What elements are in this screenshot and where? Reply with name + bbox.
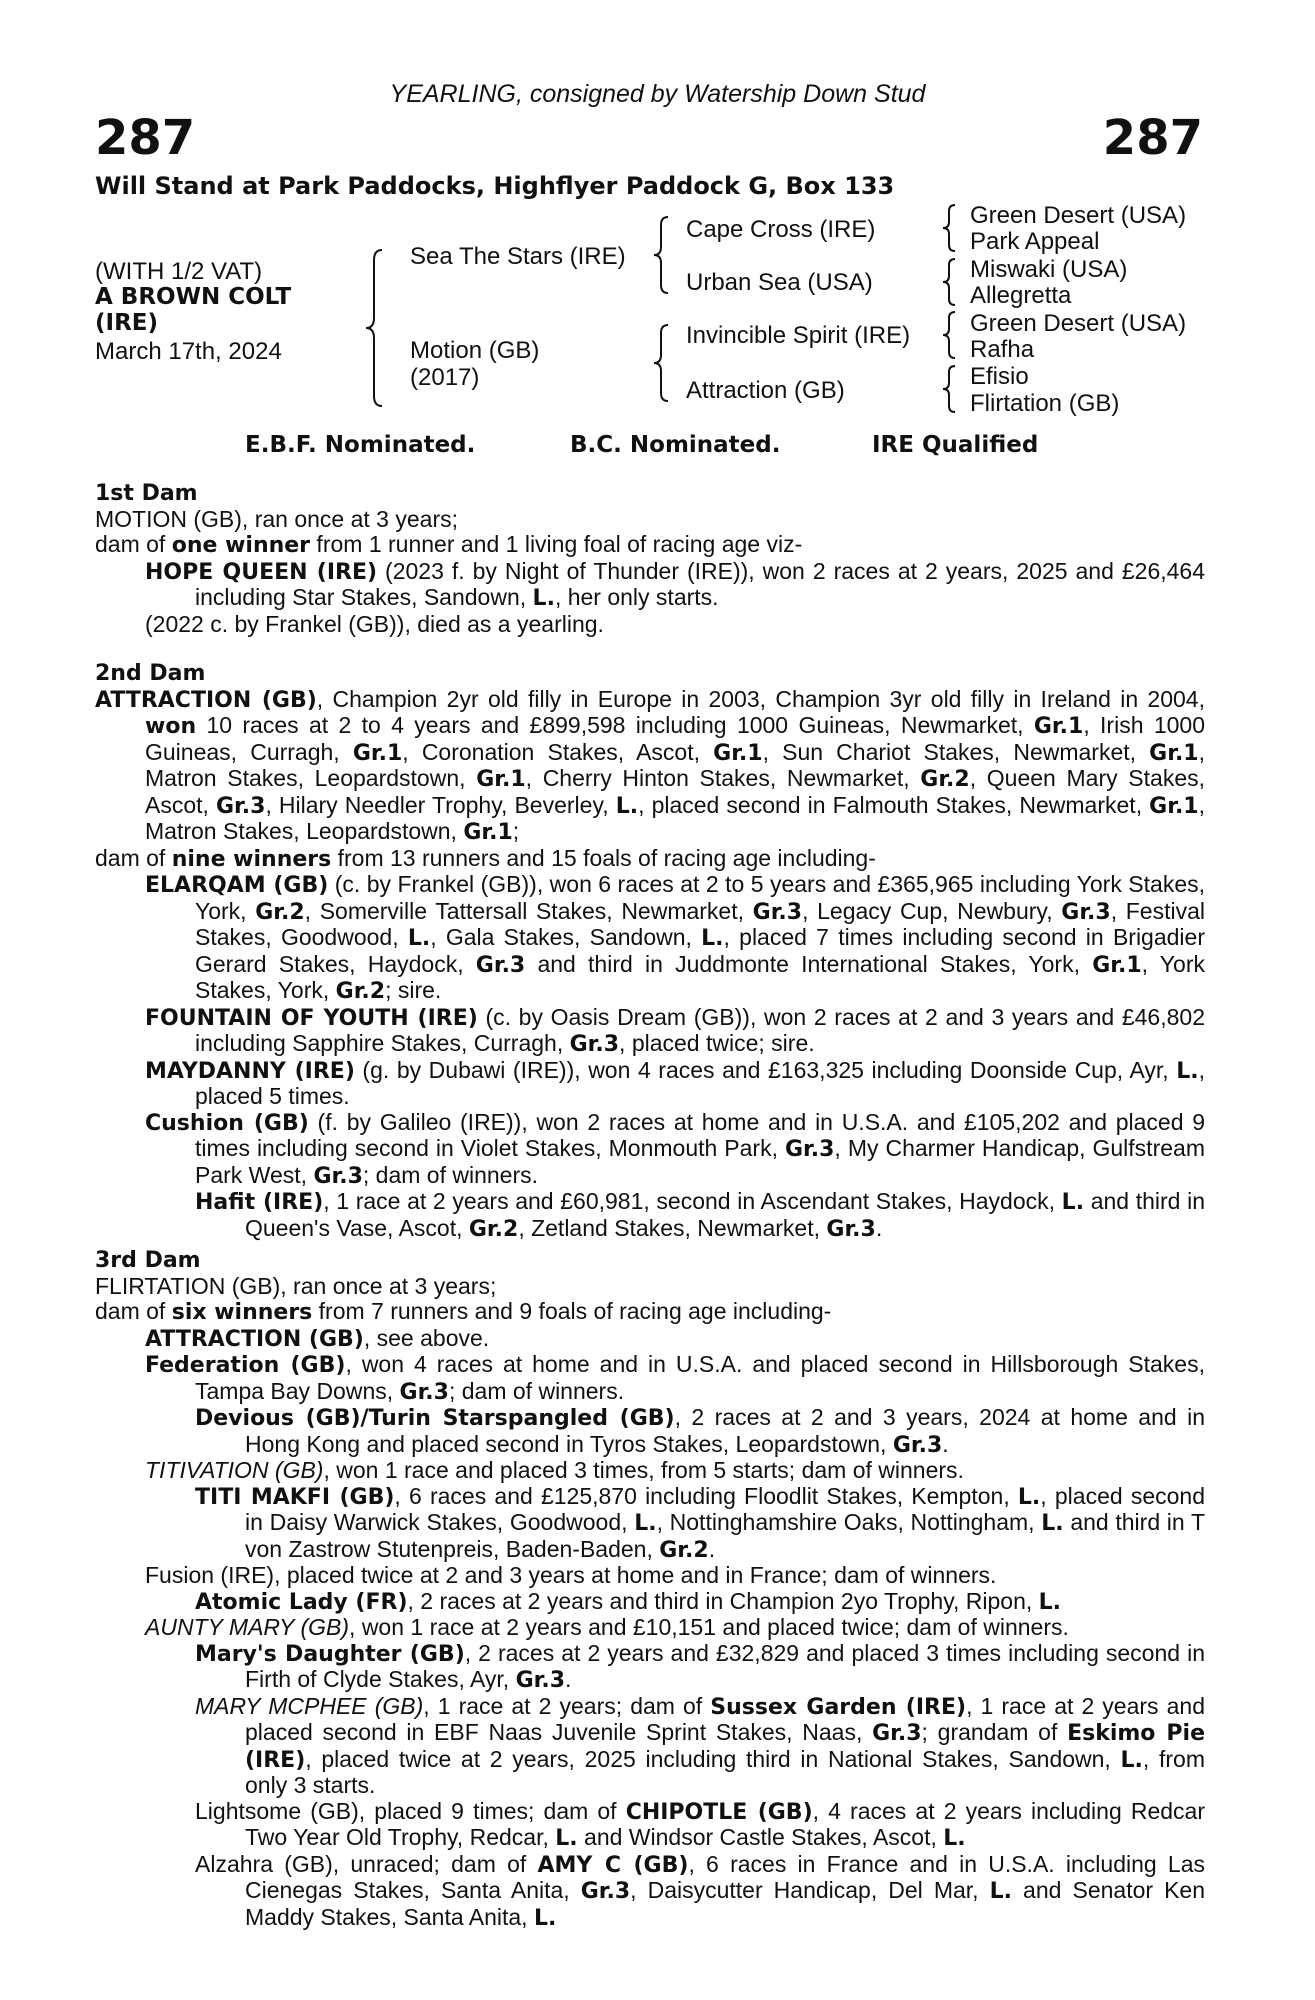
pedigree-g7: Efisio (970, 363, 1029, 390)
foal-maydanny: MAYDANNY (IRE) (g. by Dubawi (IRE)), won 4 races and £163,325 including Doonside Cup, Ayr, L., placed 5 times. (145, 1056, 1205, 1109)
foal-fountain-of-youth: FOUNTAIN OF YOUTH (IRE) (c. by Oasis Dream (GB)), won 2 races at 2 and 3 years and £46,802 including Sapphire Stakes, Curragh, Gr.3, placed twice; sire. (145, 1003, 1205, 1057)
pedigree-dam: Motion (GB) (410, 337, 540, 364)
horse-description: A BROWN COLT (95, 284, 292, 310)
pedigree-brace-dam (650, 323, 674, 403)
foal-marys-daughter: Mary's Daughter (GB), 2 races at 2 years and £32,829 and placed 3 times including second in Firth of Clyde Stakes, Ayr, Gr.3. (195, 1639, 1205, 1693)
horse-dob: March 17th, 2024 (95, 338, 282, 365)
first-dam-section (95, 481, 1205, 637)
second-dam-section (95, 661, 1205, 1242)
foal-2022-colt: (2022 c. by Frankel (GB)), died as a yearling. (145, 610, 604, 637)
foal-lightsome: Lightsome (GB), placed 9 times; dam of CHIPOTLE (GB), 4 races at 2 years including Redcar Two Year Old Trophy, Redcar, L. and Windsor Castle Stakes, Ascot, L. (195, 1797, 1206, 1851)
stand-info: Will Stand at Park Paddocks, Highflyer Paddock G, Box 133 (95, 172, 895, 200)
pedigree-dam-year: (2017) (410, 364, 480, 391)
foal-titivation: TITIVATION (GB), won 1 race and placed 3 times, from 5 starts; dam of winners. (145, 1457, 964, 1483)
foal-titi-makfi: TITI MAKFI (GB), 6 races and £125,870 including Floodlit Stakes, Kempton, L., placed second in Daisy Warwick Stakes, Goodwood, L., Nottinghamshire Oaks, Nottingham, L. and third in T von Zastrow Stutenpreis, Baden-Baden, Gr.2. (195, 1482, 1206, 1563)
pedigree-brace-main (360, 248, 390, 408)
foal-attraction: ATTRACTION (GB), see above. (145, 1324, 490, 1352)
horse-origin: (IRE) (95, 310, 159, 336)
third-dam-section (95, 1248, 1205, 1931)
lot-number-left: 287 (95, 110, 196, 166)
pedigree-sire-sire: Cape Cross (IRE) (686, 216, 876, 243)
pedigree-g1: Green Desert (USA) (970, 202, 1187, 229)
foal-aunty-mary: AUNTY MARY (GB), won 1 race at 2 years and £10,151 and placed twice; dam of winners. (145, 1614, 1069, 1640)
foal-cushion: Cushion (GB) (f. by Galileo (IRE)), won 2 races at home and in U.S.A. and £105,202 and placed 9 times including second in Violet Stakes, Monmouth Park, Gr.3, My Charmer Handicap, Gulfstream Park West, Gr.3; dam of winners. (145, 1108, 1205, 1189)
ebf-nomination: E.B.F. Nominated. (245, 432, 476, 458)
pedigree-g2: Park Appeal (970, 228, 1100, 255)
foal-alzahra: Alzahra (GB), unraced; dam of AMY C (GB), 6 races in France and in U.S.A. including Las Cienegas Stakes, Santa Anita, Gr.3, Daisycutter Handicap, Del Mar, L. and Senator Ken Maddy Stakes, Santa Anita, L. (195, 1850, 1206, 1931)
first-dam-heading: 1st Dam (95, 481, 198, 506)
third-dam-heading: 3rd Dam (95, 1248, 201, 1273)
pedigree-g5: Green Desert (USA) (970, 310, 1187, 337)
bc-nomination: B.C. Nominated. (570, 432, 781, 458)
pedigree-g3: Miswaki (USA) (970, 256, 1128, 283)
foal-federation: Federation (GB), won 4 races at home and in U.S.A. and placed second in Hillsborough Stakes, Tampa Bay Downs, Gr.3; dam of winners. (145, 1351, 1205, 1405)
pedigree-dam-sire: Invincible Spirit (IRE) (686, 322, 911, 349)
vat-note: (WITH 1/2 VAT) (95, 258, 263, 285)
pedigree-brace-g3 (940, 257, 960, 307)
lot-number-right: 287 (1102, 110, 1203, 166)
pedigree-g6: Rafha (970, 336, 1035, 363)
second-dam-heading: 2nd Dam (95, 661, 206, 686)
foal-hafit: Hafit (IRE), 1 race at 2 years and £60,981, second in Ascendant Stakes, Haydock, L. and third in Queen's Vase, Ascot, Gr.2, Zetland Stakes, Newmarket, Gr.3. (195, 1188, 1205, 1242)
page-header: YEARLING, consigned by Watership Down Stud (389, 80, 926, 108)
second-dam-record: ATTRACTION (GB), Champion 2yr old filly in Europe in 2003, Champion 3yr old filly in Ireland in 2004, won 10 races at 2 to 4 years and £899,598 including 1000 Guineas, Newmarket, Gr.1, Irish 1000 Guineas, Curragh, Gr.1, Coronation Stakes, Ascot, Gr.1, Sun Chariot Stakes, Newmarket, Gr.1, Matron Stakes, Leopardstown, Gr.1, Cherry Hinton Stakes, Newmarket, Gr.2, Queen Mary Stakes, Ascot, Gr.3, Hilary Needler Trophy, Beverley, L., placed second in Falmouth Stakes, Newmarket, Gr.1, Matron Stakes, Leopardstown, Gr.1; (95, 685, 1205, 845)
pedigree-brace-g5 (940, 310, 960, 360)
foal-atomic-lady: Atomic Lady (FR), 2 races at 2 years and third in Champion 2yo Trophy, Ripon, L. (195, 1587, 1062, 1615)
foal-hope-queen: HOPE QUEEN (IRE) (2023 f. by Night of Thunder (IRE)), won 2 races at 2 years, 2025 and £26,464 including Star Stakes, Sandown, L., her only starts. (145, 557, 1206, 611)
horse-name: HOPE QUEEN (IRE) (145, 559, 378, 585)
first-dam-summary: dam of one winner from 1 runner and 1 living foal of racing age viz- (95, 531, 803, 558)
pedigree-g8: Flirtation (GB) (970, 390, 1120, 417)
foal-mary-mcphee: MARY MCPHEE (GB), 1 race at 2 years; dam of Sussex Garden (IRE), 1 race at 2 years and placed second in EBF Naas Juvenile Sprint Stakes, Naas, Gr.3; grandam of Eskimo Pie (IRE), placed twice at 2 years, 2025 including third in National Stakes, Sandown, L., from only 3 starts. (195, 1692, 1205, 1798)
foal-devious: Devious (GB)/Turin Starspangled (GB), 2 races at 2 and 3 years, 2024 at home and in Hong Kong and placed second in Tyros Stakes, Leopardstown, Gr.3. (195, 1404, 1205, 1458)
pedigree-g4: Allegretta (970, 282, 1072, 309)
ire-qualified: IRE Qualified (872, 432, 1039, 458)
pedigree-brace-sire (650, 215, 674, 295)
foal-fusion: Fusion (IRE), placed twice at 2 and 3 years at home and in France; dam of winners. (145, 1562, 997, 1588)
second-dam-summary: dam of nine winners from 13 runners and 15 foals of racing age including- (95, 844, 876, 872)
pedigree-brace-g7 (940, 364, 960, 414)
first-dam-name: MOTION (GB), ran once at 3 years; (95, 505, 458, 532)
foal-elarqam: ELARQAM (GB) (c. by Frankel (GB)), won 6 races at 2 to 5 years and £365,965 including York Stakes, York, Gr.2, Somerville Tattersall Stakes, Newmarket, Gr.3, Legacy Cup, Newbury, Gr.3, Festival Stakes, Goodwood, L., Gala Stakes, Sandown, L., placed 7 times including second in Brigadier Gerard Stakes, Haydock, Gr.3 and third in Juddmonte International Stakes, York, Gr.1, York Stakes, York, Gr.2; sire. (145, 871, 1205, 1004)
third-dam-name: FLIRTATION (GB), ran once at 3 years; (95, 1272, 497, 1299)
pedigree-sire: Sea The Stars (IRE) (410, 243, 626, 270)
pedigree-sire-dam: Urban Sea (USA) (686, 269, 873, 296)
third-dam-summary: dam of six winners from 7 runners and 9 foals of racing age including- (95, 1298, 832, 1325)
pedigree-dam-dam: Attraction (GB) (686, 377, 845, 404)
pedigree-brace-g1 (940, 203, 960, 253)
